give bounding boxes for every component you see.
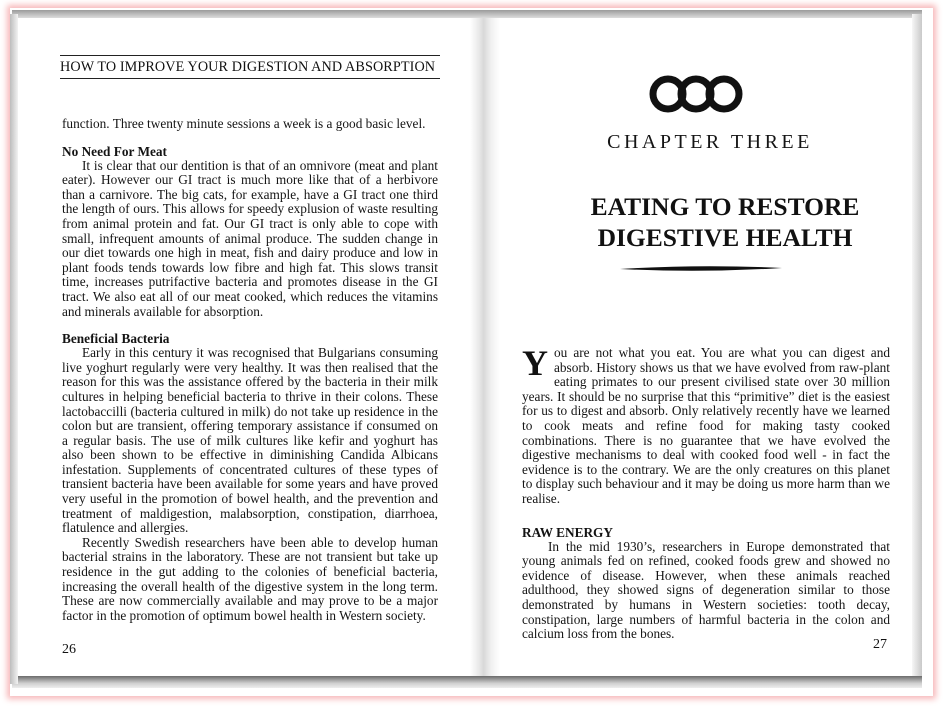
page-edge-right: [912, 14, 922, 676]
section-heading-raw-energy: RAW ENERGY: [522, 524, 614, 540]
page-edge-bottom: [12, 676, 922, 688]
chapter-label: CHAPTER THREE: [607, 131, 813, 153]
opening-line: function. Three twenty minute sessions a week is a good basic level.: [62, 116, 426, 131]
page-edge-left: [10, 14, 18, 684]
paragraph: In the mid 1930’s, researchers in Europe demonstrated that young animals fed on refined, cooked foods grew and showed no evidence of disease. However, when these animals reached adulthood, they showed signs of degeneration similar to those demonstrated by humans in Western societies: tooth decay, constipation, large numbers of harmful bacteria in the colon and calcium loss from the bones.: [522, 538, 890, 642]
chapter-title-line-1: EATING TO RESTORE: [590, 192, 860, 221]
intro-paragraph: [522, 343, 890, 507]
intro-text: ou are not what you eat. You are what you can digest and absorb. History shows us that we have evolved from raw-plant eating primates to our present civilised state over 30 million years. It should be no surprise that this “primitive” diet is the easiest for us to digest and absorb. Only relatively recently have we learned to cook meats and refine food for making tasty cooked combinations. There is no guarantee that we have evolved the digestive mechanisms to deal with cooked food well - in fact the evidence is to the contrary. We are the only creatures on this planet to display such behaviour and it may be doing us more harm than we realise.: [522, 345, 890, 506]
page-edge-top: [12, 10, 922, 18]
paragraph: It is clear that our dentition is that of an omnivore (meat and plant eater). However our GI tract is much more like that of a herbivore than a carnivore. The big cats, for example, have a GI tract one third the length of ours. This allows for speedy explusion of waste resulting from animal protein and fat. Our GI tract is only able to cope with small, infrequent amounts of animal produce. The sudden change in our diet towards one high in meat, fish and dairy produce and low in plant foods tends towards low fibre and high fat. This slows transit time, increases putrifactive bacteria and promotes disease in the GI tract. We also eat all of our meat cooked, which reduces the vitamins and minerals available for absorption.: [62, 157, 438, 319]
left-page-body: [62, 117, 438, 623]
paragraph: Recently Swedish researchers have been able to develop human bacterial strains in the laboratory. These are not transient but take up residence in the gut adding to the colonies of beneficial bacteria, increasing the overall health of the digestive system in the long term. These are now commercially available and may prove to be a major factor in the promotion of optimum bowel health in Western society.: [62, 534, 438, 623]
section-heading-beneficial-bacteria: Beneficial Bacteria: [62, 331, 170, 347]
book-spine-gutter: [470, 18, 500, 676]
chapter-title-line-2: DIGESTIVE HEALTH: [597, 223, 853, 252]
paragraph: Early in this century it was recognised that Bulgarians consuming live yoghurt regularly were very healthy. It was then realised that the reason for this was the assistance offered by the bacteria in their milk cultures in helping beneficial bacteria to thrive in their colons. These lactobaccilli (bacteria cultured in milk) do not take up residence in the colon but are transient, offering temporary assistance if consumed on a regular basis. The use of milk cultures like kefir and yoghurt has also been shown to be effective in diminishing Candida Albicans infestation. Supplements of concentrated cultures of these types of transient bacteria have been available for some years and have proved very useful in the promotion of bowel health, and the prevention and treatment of maldigestion, malabsorption, constipation, diarrhoea, flatulence and allergies.: [62, 345, 438, 536]
page-number-left: 26: [62, 642, 76, 657]
right-page-body: [522, 343, 890, 642]
chapter-title: [540, 191, 910, 253]
section-heading-no-need-for-meat: No Need For Meat: [62, 143, 167, 159]
decorative-rule: [620, 264, 782, 274]
running-head: HOW TO IMPROVE YOUR DIGESTION AND ABSORPTION: [60, 55, 440, 79]
interlocking-rings-icon: [648, 73, 744, 115]
drop-cap: Y: [522, 343, 548, 383]
page-number-right: 27: [873, 637, 887, 652]
